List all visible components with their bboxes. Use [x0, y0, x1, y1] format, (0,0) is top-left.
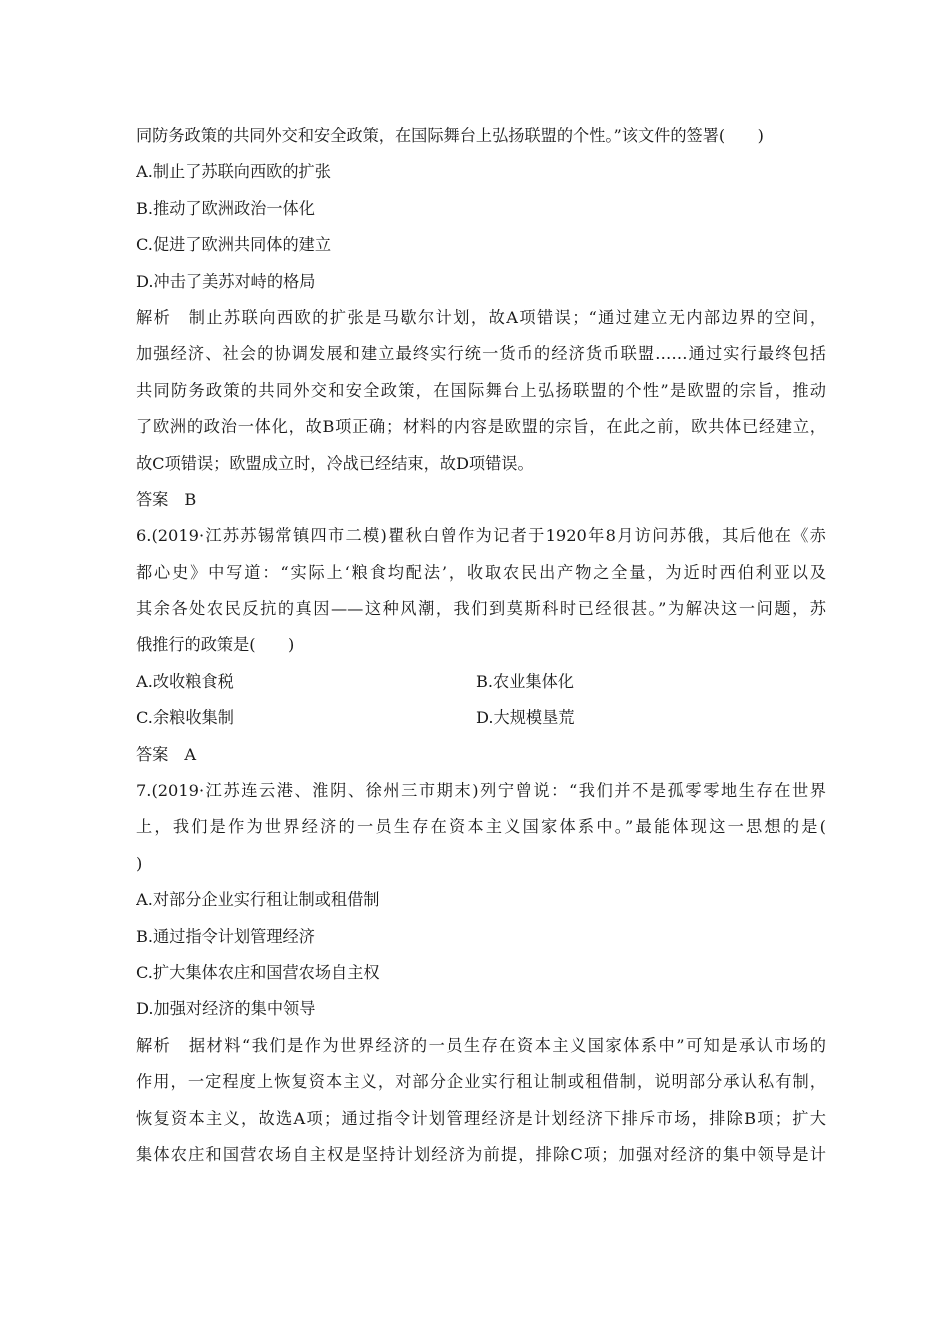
q6-answer-label: 答案 [136, 744, 169, 764]
q7-option-b: B.通过指令计划管理经济 [136, 926, 315, 946]
q5-analysis-line-5: 故C项错误；欧盟成立时，冷战已经结束，故D项错误。 [136, 453, 534, 473]
q6-option-c: C.余粮收集制 [136, 708, 234, 728]
q6-answer [136, 737, 826, 773]
q6-option-d: D.大规模垦荒 [476, 708, 575, 728]
q7-option-a: A.对部分企业实行租让制或租借制 [136, 890, 380, 910]
q5-option-d: D.冲击了美苏对峙的格局 [136, 271, 316, 291]
q5-analysis-text-1: 制止苏联向西欧的扩张是马歇尔计划，故A项错误；“通过建立无内部边界的空间， [187, 307, 826, 327]
q6-stem-line-2: 都心史》中写道：“实际上‘粮食均配法’，收取农民出产物之全量，为近时西伯利亚以及 [136, 562, 826, 582]
q5-analysis-label: 解析 [136, 307, 172, 327]
q5-analysis-line-3: 共同防务政策的共同外交和安全政策，在国际舞台上弘扬联盟的个性”是欧盟的宗旨，推动 [136, 380, 826, 400]
q6-stem-line-4: 俄推行的政策是( ) [136, 635, 295, 655]
q7-analysis-label: 解析 [136, 1035, 172, 1055]
document-page [136, 118, 826, 1173]
q6-option-b: B.农业集体化 [476, 671, 574, 691]
q7-stem-line-2: 上，我们是作为世界经济的一员生存在资本主义国家体系中。”最能体现这一思想的是( [136, 817, 826, 837]
q7-option-c: C.扩大集体农庄和国营农场自主权 [136, 962, 380, 982]
q5-analysis-line-1 [136, 300, 826, 336]
q7-stem-line-3: ) [136, 853, 143, 873]
q6-stem-line-1: 6.(2019·江苏苏锡常镇四市二模)瞿秋白曾作为记者于1920年8月访问苏俄，其后他在《赤 [136, 526, 826, 546]
q7-analysis-text-1: 据材料“我们是作为世界经济的一员生存在资本主义国家体系中”可知是承认市场的 [187, 1035, 826, 1055]
q7-stem-line-1: 7.(2019·江苏连云港、淮阴、徐州三市期末)列宁曾说：“我们并不是孤零零地生存在世界 [136, 781, 826, 801]
q7-analysis-line-1 [136, 1028, 826, 1064]
q7-option-d: D.加强对经济的集中领导 [136, 999, 316, 1019]
q5-analysis-line-2: 加强经济、社会的协调发展和建立最终实行统一货币的经济货币联盟……通过实行最终包括 [136, 344, 826, 364]
q5-answer [136, 482, 826, 518]
q6-stem-line-3: 其余各处农民反抗的真因——这种风潮，我们到莫斯科时已经很甚。”为解决这一问题，苏 [136, 599, 826, 619]
q6-answer-value: A [184, 744, 197, 764]
q6-options-row-2 [136, 700, 826, 736]
q6-options-row-1 [136, 664, 826, 700]
q6-option-a: A.改收粮食税 [136, 671, 234, 691]
q7-analysis-line-4: 集体农庄和国营农场自主权是坚持计划经济为前提，排除C项；加强对经济的集中领导是计 [136, 1144, 826, 1164]
q7-analysis-line-3: 恢复资本主义，故选A项；通过指令计划管理经济是计划经济下排斥市场，排除B项；扩大 [136, 1108, 826, 1128]
q5-answer-value: B [184, 489, 197, 509]
q5-option-a: A.制止了苏联向西欧的扩张 [136, 162, 331, 182]
q5-stem-tail: 同防务政策的共同外交和安全政策，在国际舞台上弘扬联盟的个性。”该文件的签署( ) [136, 126, 764, 145]
q5-option-b: B.推动了欧洲政治一体化 [136, 198, 315, 218]
q5-analysis-line-4: 了欧洲的政治一体化，故B项正确；材料的内容是欧盟的宗旨，在此之前，欧共体已经建立， [136, 417, 826, 437]
q5-answer-label: 答案 [136, 489, 169, 509]
q5-option-c: C.促进了欧洲共同体的建立 [136, 235, 332, 255]
q7-analysis-line-2: 作用，一定程度上恢复资本主义，对部分企业实行租让制或租借制，说明部分承认私有制， [136, 1072, 826, 1092]
